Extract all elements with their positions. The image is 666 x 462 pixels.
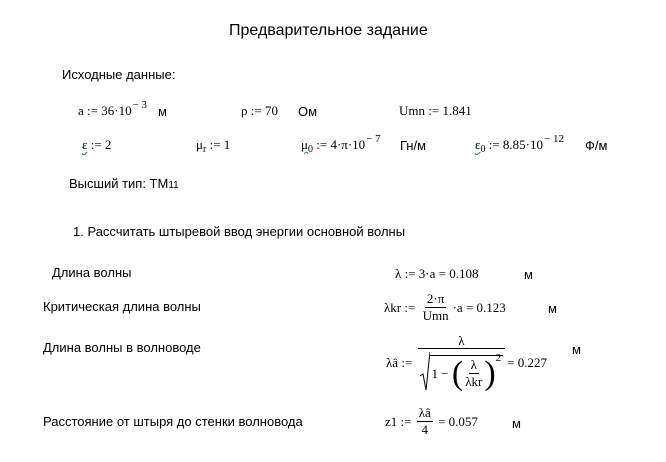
guide-wavelength-formula[interactable]: λâ := λ 1 − ( $\frac{\lambda}{\text{λkr}}$ ) 2 = 0.227 [386, 333, 548, 392]
distance-unit: м [512, 416, 521, 431]
critical-wavelength-formula[interactable]: λkr := $\frac{2\cdot\pi}{\text{Umn}}$ ·a = 0.123 [384, 291, 506, 323]
param-a[interactable]: a := $36\cdot 10^{- 3}$ [78, 99, 148, 118]
guide-wavelength-unit: м [572, 342, 581, 357]
param-umn[interactable]: Umn := 1.841 [399, 103, 472, 118]
critical-wavelength-label: Критическая длина волны [43, 299, 201, 314]
wavelength-formula[interactable]: λ := 3·a = 0.108 [395, 266, 479, 281]
distance-label: Расстояние от штыря до стенки волновода [43, 414, 303, 429]
task-heading: 1. Рассчитать штыревой ввод энергии основной волны [73, 224, 406, 239]
param-mu0[interactable]: $\mu_0$ := $4\cdot\pi\cdot 10^{- 7}$ [301, 133, 381, 155]
guide-wavelength-label: Длина волны в волноводе [43, 340, 201, 355]
param-eps[interactable]: ε := 2 [82, 137, 112, 152]
param-a-unit: м [158, 104, 167, 119]
initial-data-label: Исходные данные: [62, 67, 176, 82]
distance-formula[interactable]: z1 := $\frac{\lambda â}{4}$ = 0.057 [385, 405, 478, 437]
page-title: Предварительное задание [229, 22, 428, 39]
wavelength-label: Длина волны [52, 265, 132, 280]
param-eps0[interactable]: $\varepsilon_0$ := $8.85\cdot 10^{- 12}$ [475, 133, 564, 155]
sqrt-sign [420, 352, 430, 392]
param-mu-r[interactable]: $\mu_r$ := 1 [196, 137, 231, 155]
wavelength-unit: м [524, 267, 533, 282]
critical-wavelength-unit: м [548, 301, 557, 316]
param-eps0-unit: Ф/м [585, 138, 608, 153]
param-rho[interactable]: ρ := 70 [241, 103, 278, 118]
highest-type-label: Высший тип: ТМ11 [69, 176, 179, 191]
param-rho-unit: Ом [298, 104, 318, 119]
param-mu0-unit: Гн/м [400, 138, 427, 153]
